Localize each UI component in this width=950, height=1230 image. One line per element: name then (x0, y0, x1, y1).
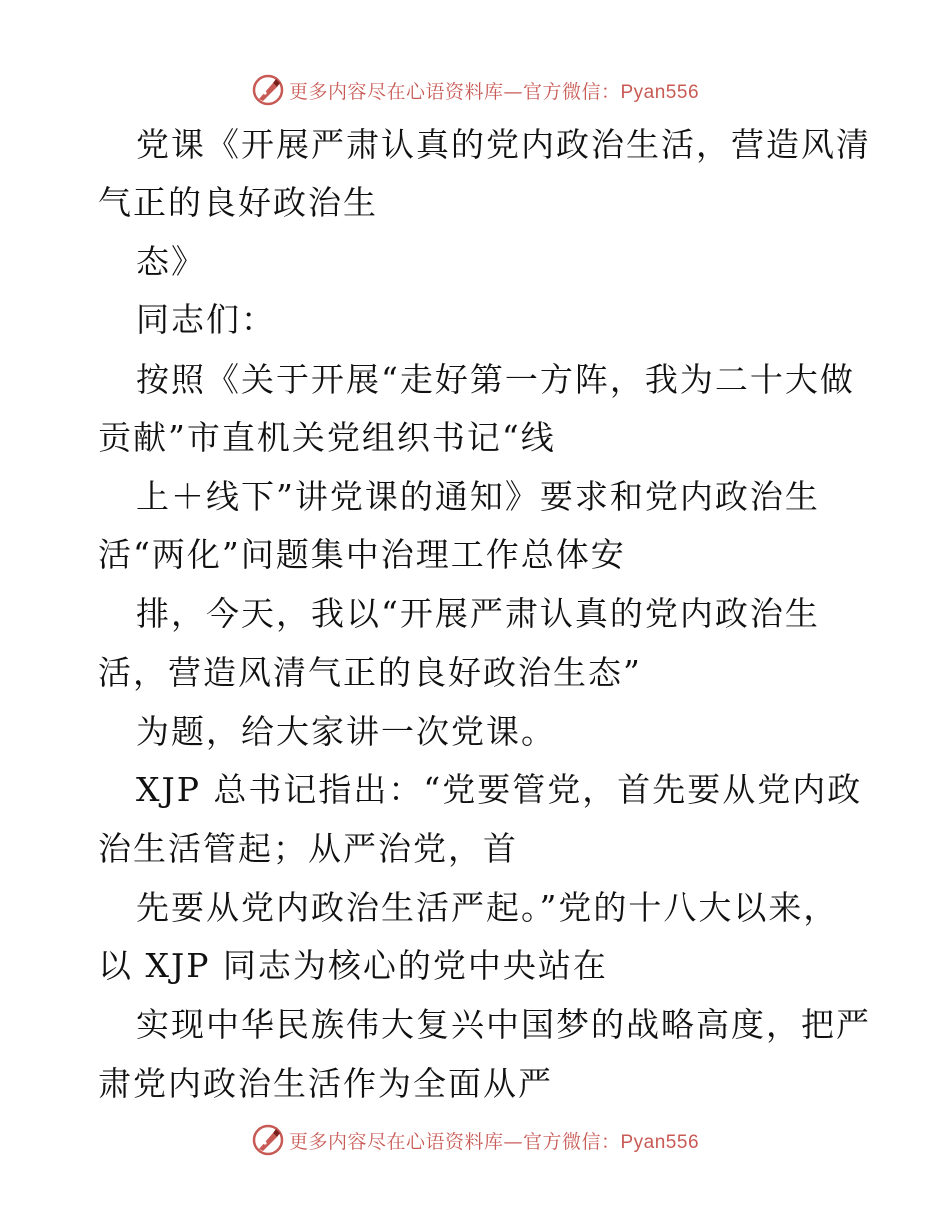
text-line: 党课《开展严肃认真的党内政治生活，营造风清 (136, 125, 871, 164)
text-line: 为题，给大家讲一次党课。 (136, 712, 556, 751)
text-line: 活“两化”问题集中治理工作总体安 (98, 535, 626, 574)
text-line: 态》 (136, 242, 206, 281)
footer-watermark (0, 1120, 950, 1160)
text-line: 同志们： (136, 300, 276, 339)
text-line: 实现中华民族伟大复兴中国梦的战略高度，把严 (136, 1005, 871, 1044)
text-line: 贡献”市直机关党组织书记“线 (98, 418, 556, 457)
text-line: 排，今天，我以“开展严肃认真的党内政治生 (136, 594, 820, 633)
text-line: XJP 总书记指出：“党要管党，首先要从党内政 (136, 770, 863, 809)
text-line: 活，营造风清气正的良好政治生态” (98, 653, 642, 692)
header-watermark (0, 70, 950, 110)
text-line: 气正的良好政治生 (98, 183, 378, 222)
watermark-text: 更多内容尽在心语资料库—官方微信：Pyan556 (288, 1130, 700, 1153)
wechat-id: Pyan556 (620, 81, 700, 103)
watermark-text: 更多内容尽在心语资料库—官方微信：Pyan556 (288, 80, 700, 103)
pen-logo-icon (251, 73, 285, 107)
wechat-id: Pyan556 (620, 1131, 700, 1153)
pen-logo-icon (251, 1123, 285, 1157)
text-line: 肃党内政治生活作为全面从严 (98, 1064, 553, 1103)
text-line: 以 XJP 同志为核心的党中央站在 (98, 946, 608, 985)
text-line: 先要从党内政治生活严起。”党的十八大以来， (136, 888, 839, 927)
text-line: 上＋线下”讲党课的通知》要求和党内政治生 (136, 477, 820, 516)
text-line: 治生活管起；从严治党，首 (98, 829, 518, 868)
text-line: 按照《关于开展“走好第一方阵，我为二十大做 (136, 360, 855, 399)
